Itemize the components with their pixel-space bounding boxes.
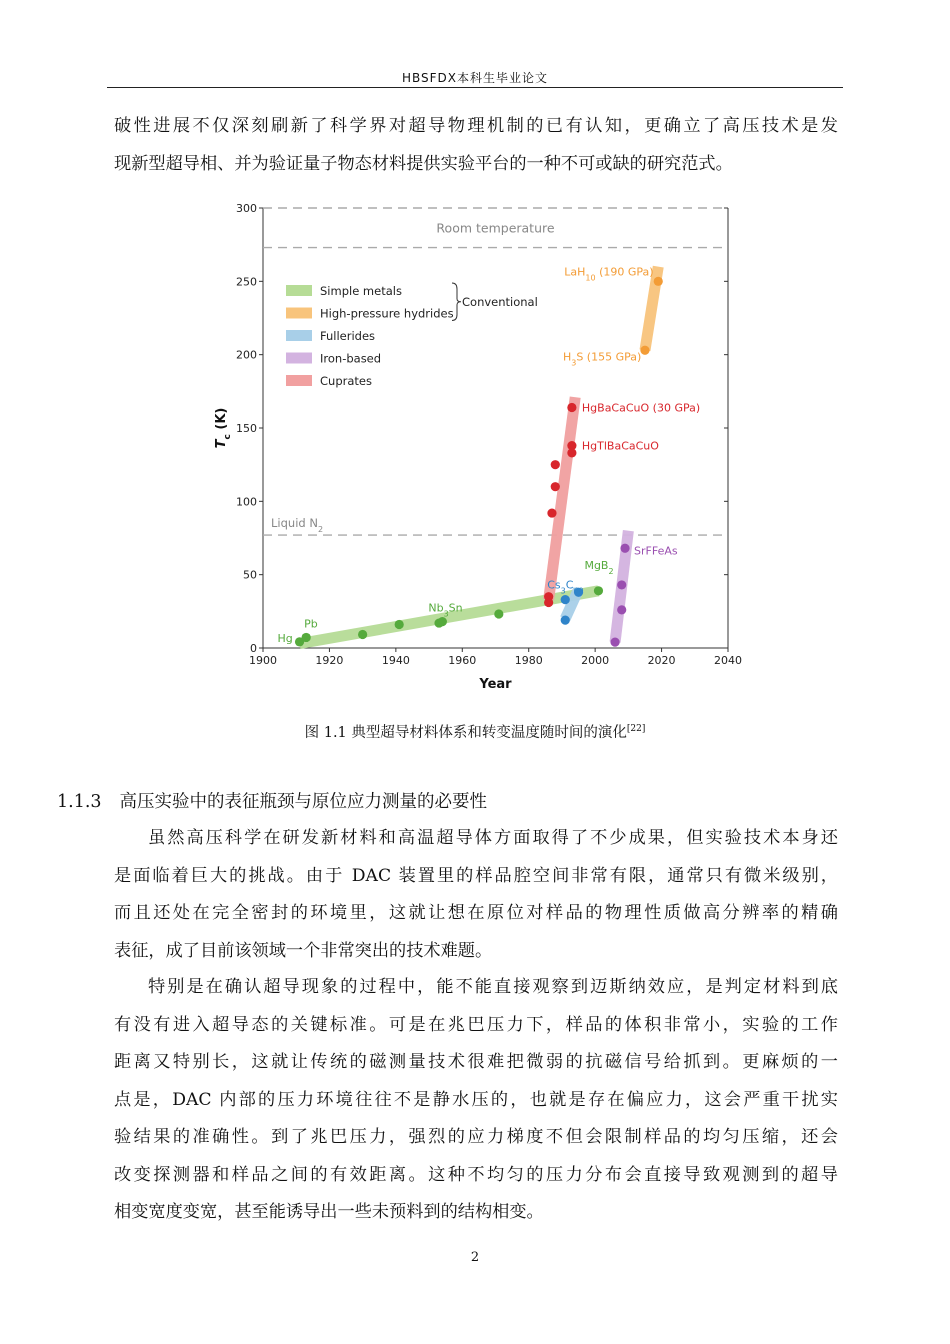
point-annotation: HgTlBaCaCuO <box>581 439 659 453</box>
data-point <box>395 620 404 629</box>
data-point <box>640 346 649 355</box>
body-paragraph-2 <box>114 969 838 1232</box>
text-line: 而且还处在完全密封的环境里，这就让想在原位对样品的物理性质做高分辨率的精确 <box>114 903 838 923</box>
text-line: 特别是在确认超导现象的过程中，能不能直接观察到迈斯纳效应，是判定材料到底 <box>148 977 838 997</box>
text-line: 破性进展不仅深刻刷新了科学界对超导物理机制的已有认知，更确立了高压技术是发 <box>114 116 838 136</box>
caption-text: 图 1.1 典型超导材料体系和转变温度随时间的演化 <box>304 725 627 741</box>
x-tick-label: 1960 <box>448 654 477 667</box>
intro-paragraph <box>114 108 838 183</box>
data-point <box>594 586 603 595</box>
legend-swatch <box>286 330 312 341</box>
section-number: 1.1.3 <box>57 792 102 812</box>
legend-group-label: Conventional <box>462 294 538 309</box>
x-tick-label: 1940 <box>381 654 410 667</box>
data-point <box>617 580 626 589</box>
x-tick-label: 1920 <box>315 654 344 667</box>
legend-swatch <box>286 308 312 319</box>
text-line: 有没有进入超导态的关键标准。可是在兆巴压力下，样品的体积非常小，实验的工作 <box>114 1014 838 1035</box>
data-point <box>561 595 570 604</box>
section-title: 高压实验中的表征瓶颈与原位应力测量的必要性 <box>119 792 488 812</box>
running-header-title: HBSFDX本科生毕业论文 <box>401 71 549 85</box>
legend-swatch <box>286 285 312 296</box>
data-point <box>567 441 576 450</box>
y-tick-label: 100 <box>236 495 257 509</box>
point-annotation: MgB$_2$ <box>584 558 614 576</box>
text-line: 表征，成了目前该领域一个非常突出的技术难题。 <box>114 940 493 961</box>
point-annotation: Pb <box>304 617 318 631</box>
series-band <box>549 397 576 599</box>
data-point <box>620 544 629 553</box>
data-point <box>438 617 447 626</box>
legend-label: Cuprates <box>320 374 372 388</box>
x-tick-label: 2000 <box>581 654 610 667</box>
legend-label: Fullerides <box>320 329 376 343</box>
x-tick-label: 1900 <box>249 654 277 667</box>
point-annotation: SrFFeAs <box>634 544 678 558</box>
data-point <box>654 277 663 286</box>
data-point <box>617 605 626 614</box>
data-point <box>302 633 311 642</box>
x-tick-label: 2040 <box>714 654 742 667</box>
y-axis-label: $T_c$ (K) <box>214 407 233 449</box>
text-line: 虽然高压科学在研发新材料和高温超导体方面取得了不少成果，但实验技术本身还 <box>148 828 838 848</box>
figure-caption <box>0 721 950 742</box>
point-annotation: HgBaCaCuO (30 GPa) <box>581 401 701 415</box>
x-axis-label: Year <box>479 677 512 692</box>
reference-label: Room temperature <box>436 220 555 236</box>
y-tick-label: 250 <box>236 275 257 289</box>
caption-reference: [22] <box>626 724 646 735</box>
data-point <box>551 460 560 469</box>
text-line: 改变探测器和样品之间的有效距离。这种不均匀的压力分布会直接导致观测到的超导 <box>114 1164 838 1185</box>
legend-label: High-pressure hydrides <box>320 306 454 321</box>
point-annotation: $Cs_3C_{60}$ <box>547 578 584 596</box>
data-point <box>567 403 576 412</box>
data-point <box>610 638 619 647</box>
reference-label: Liquid $N_2$ <box>271 516 324 534</box>
y-tick-label: 50 <box>243 568 257 582</box>
text-line: 现新型超导相、并为验证量子物态材料提供实验平台的一种不可或缺的研究范式。 <box>114 153 733 174</box>
data-point <box>551 482 560 491</box>
legend-swatch <box>286 375 312 386</box>
body-paragraph-1 <box>114 820 838 970</box>
page-number: 2 <box>470 1250 480 1265</box>
y-tick-label: 300 <box>236 202 257 215</box>
legend-label: Iron-based <box>320 351 382 366</box>
y-tick-label: 0 <box>250 642 257 655</box>
data-point <box>494 609 503 618</box>
point-annotation: $H_3S$ (155 GPa) <box>562 350 642 367</box>
data-point <box>561 616 570 625</box>
section-heading <box>57 788 487 813</box>
text-line: 是面临着巨大的挑战。由于 DAC 装置里的样品腔空间非常有限，通常只有微米级别， <box>114 865 838 886</box>
text-line: 相变宽度变宽，甚至能诱导出一些未预料到的结构相变。 <box>114 1202 544 1222</box>
text-line: 验结果的准确性。到了兆巴压力，强烈的应力梯度不但会限制样品的均匀压缩，还会 <box>114 1127 838 1147</box>
point-annotation: Hg <box>277 631 293 645</box>
legend-label: Simple metals <box>320 284 402 298</box>
chart-svg <box>208 200 748 700</box>
legend-swatch <box>286 353 312 364</box>
point-annotation: $Nb_3Sn$ <box>428 601 463 619</box>
data-point <box>544 598 553 607</box>
figure-tc-evolution-chart <box>208 200 748 700</box>
data-point <box>547 508 556 517</box>
data-point <box>358 630 367 639</box>
text-line: 点是，DAC 内部的压力环境往往不是静水压的，也就是存在偏应力，这会严重干扰实 <box>114 1089 838 1110</box>
text-line: 距离又特别长，这就让传统的磁测量技术很难把微弱的抗磁信号给抓到。更麻烦的一 <box>114 1052 838 1072</box>
x-tick-label: 2020 <box>647 654 676 667</box>
x-tick-label: 1980 <box>514 654 543 667</box>
header-rule <box>107 87 843 88</box>
y-tick-label: 150 <box>236 422 257 435</box>
point-annotation: LaH$_{10}$ (190 GPa) <box>564 265 654 282</box>
y-tick-label: 200 <box>236 348 257 362</box>
